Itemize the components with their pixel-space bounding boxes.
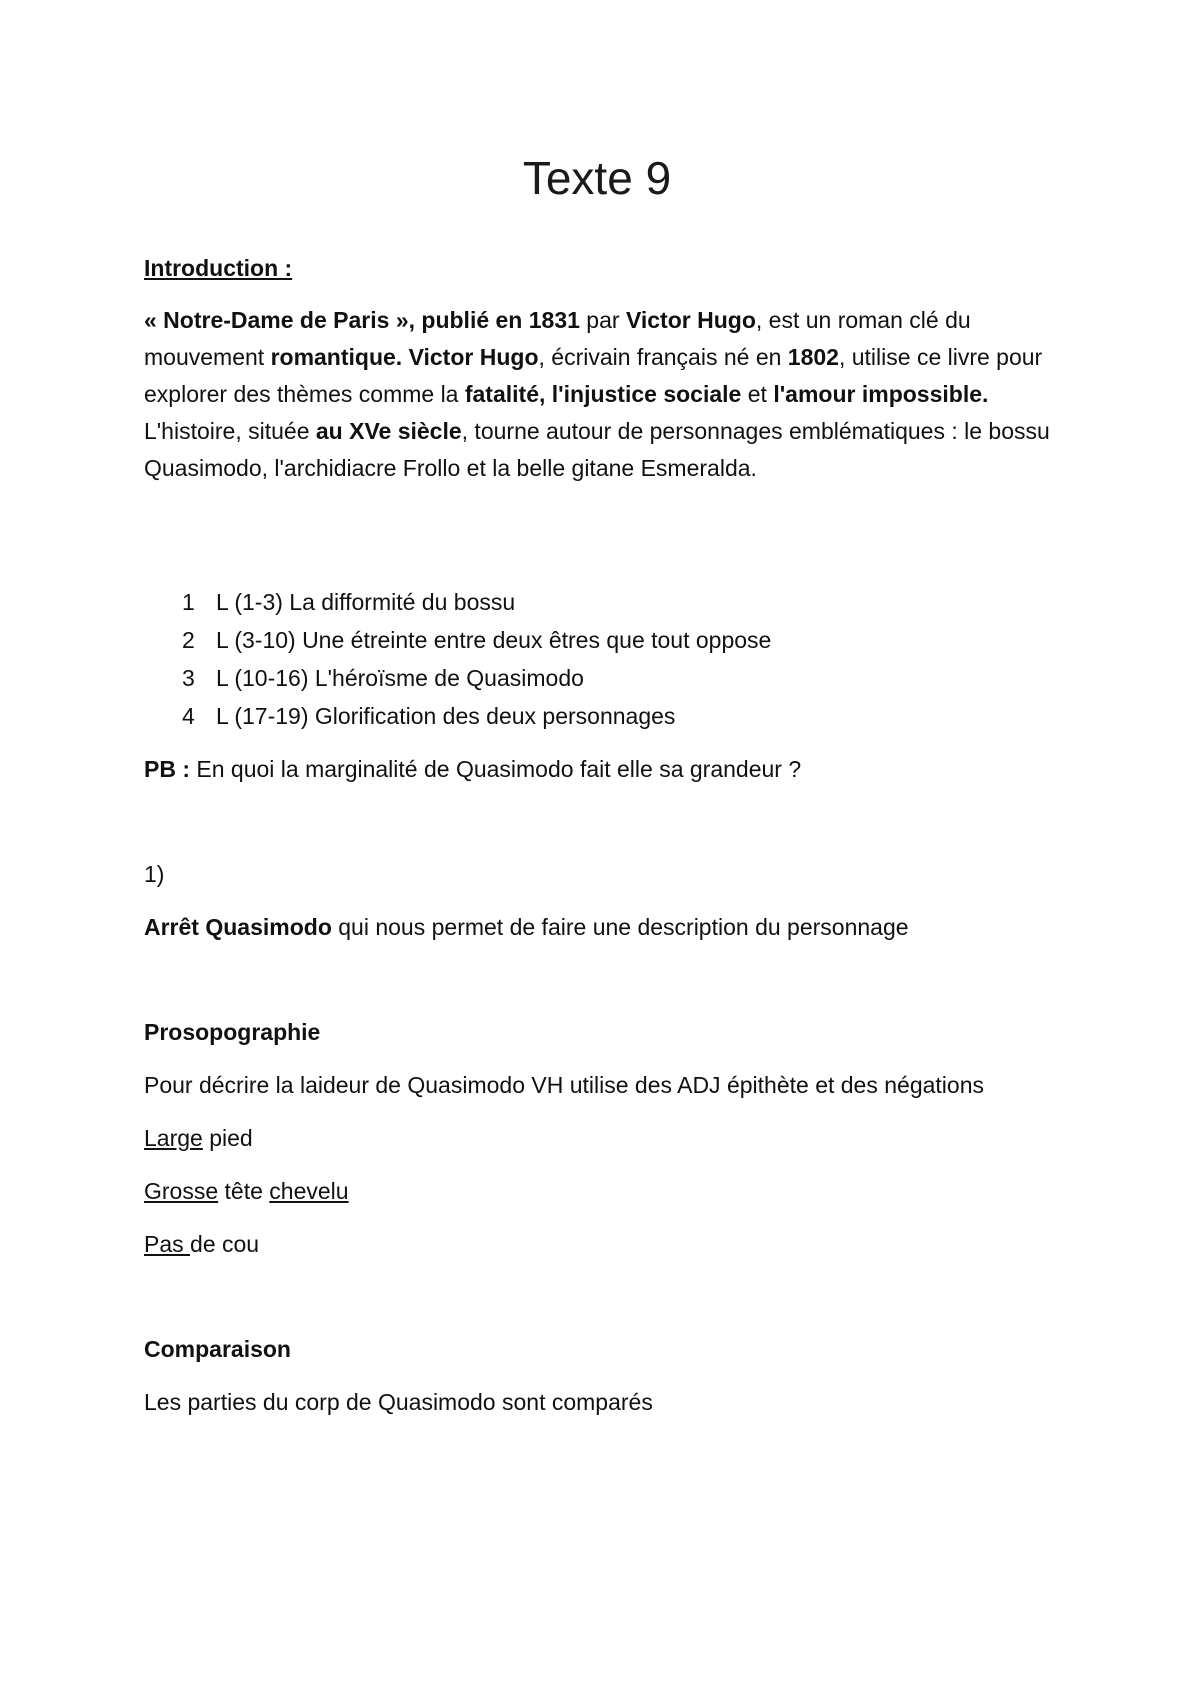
list-item-number: 3 <box>182 665 195 691</box>
list-item-text: L (10-16) L'héroïsme de Quasimodo <box>216 665 584 691</box>
example-2-underlined-2: chevelu <box>269 1178 349 1204</box>
example-pas-de-cou <box>144 1226 1050 1263</box>
intro-span-1: « Notre-Dame de Paris » <box>144 307 409 333</box>
intro-span-16: L'histoire, située <box>144 418 316 444</box>
list-item-number: 4 <box>182 703 195 729</box>
intro-span-8: , écrivain français né en <box>538 344 788 370</box>
intro-span-6: , est un roman clé du mouvement <box>144 307 971 370</box>
example-1-rest: pied <box>202 1125 253 1151</box>
example-1-underlined: Large <box>144 1125 203 1151</box>
intro-span-5: Victor Hugo <box>625 307 756 333</box>
example-3-underlined: Pas <box>144 1231 191 1257</box>
document-title: Texte 9 <box>522 152 672 204</box>
part-number: 1) <box>144 861 165 887</box>
outline-list <box>144 583 1050 735</box>
list-item-text: L (17-19) Glorification des deux personnages <box>216 703 676 729</box>
intro-span-12: , <box>539 381 552 407</box>
comparaison-text: Les parties du corp de Quasimodo sont comparés <box>144 1389 653 1415</box>
pb-label: PB : <box>144 756 190 782</box>
list-item-text: L (3-10) Une étreinte entre deux êtres que tout oppose <box>216 627 772 653</box>
intro-span-9: 1802 <box>787 344 839 370</box>
intro-span-10: , utilise ce livre pour explorer des thèmes comme la <box>144 344 1043 407</box>
intro-span-13: l'injustice sociale <box>551 381 742 407</box>
comparaison-heading: Comparaison <box>144 1336 291 1362</box>
intro-span-15: l'amour impossible. <box>773 381 989 407</box>
pb-text: En quoi la marginalité de Quasimodo fait elle sa grandeur ? <box>190 756 802 782</box>
list-item-text: L (1-3) La difformité du bossu <box>216 589 516 615</box>
list-item <box>182 583 1050 621</box>
intro-span-2: , publié en <box>408 307 529 333</box>
intro-heading: Introduction : <box>144 255 293 281</box>
example-2-underlined: Grosse <box>144 1178 219 1204</box>
arret-rest: qui nous permet de faire une description du personnage <box>331 914 909 940</box>
example-2-mid: tête <box>218 1178 270 1204</box>
intro-paragraph <box>144 302 1050 487</box>
example-large-pied <box>144 1120 1050 1157</box>
list-item-number: 2 <box>182 627 195 653</box>
intro-span-14: et <box>741 381 774 407</box>
prosopographie-heading: Prosopographie <box>144 1019 321 1045</box>
intro-span-3: 1831 <box>528 307 580 333</box>
intro-span-4: par <box>579 307 626 333</box>
example-grosse-tete <box>144 1173 1050 1210</box>
prosopographie-text: Pour décrire la laideur de Quasimodo VH utilise des ADJ épithète et des négations <box>144 1072 984 1098</box>
intro-span-18: , tourne autour de personnages emblématiques : le bossu Quasimodo, l'archidiacre Frollo et la belle gitane Esmeralda. <box>144 418 1050 481</box>
arret-paragraph <box>144 909 1050 946</box>
example-3-rest: de cou <box>190 1231 260 1257</box>
arret-bold: Arrêt Quasimodo <box>144 914 332 940</box>
list-item <box>182 659 1050 697</box>
problematique <box>144 751 1050 788</box>
list-item-number: 1 <box>182 589 195 615</box>
list-item <box>182 621 1050 659</box>
intro-span-11: fatalité <box>464 381 539 407</box>
intro-span-17: au XVe siècle <box>315 418 462 444</box>
list-item <box>182 697 1050 735</box>
intro-span-7: romantique. Victor Hugo <box>270 344 539 370</box>
